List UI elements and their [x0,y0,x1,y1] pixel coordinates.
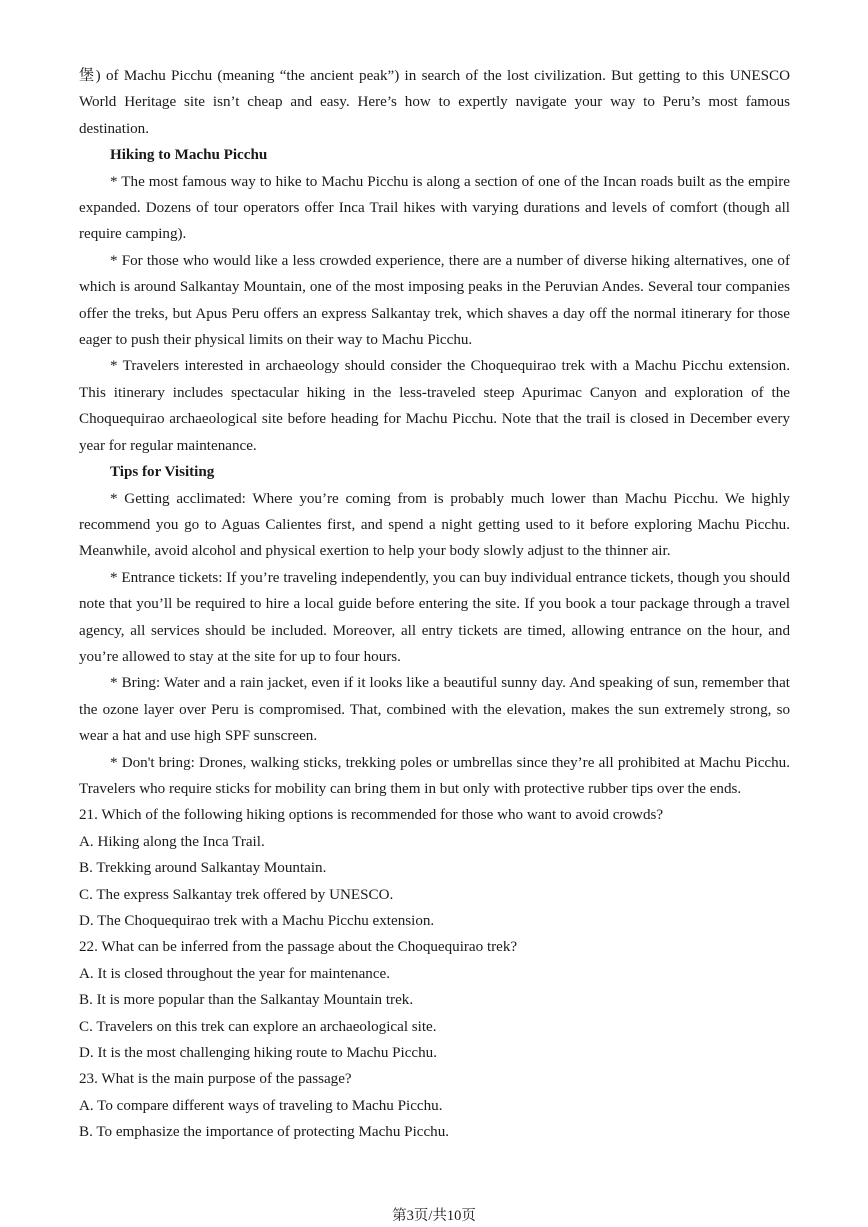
answer-option: B. To emphasize the importance of protecting Machu Picchu. [79,1124,450,1141]
section-heading-tips: Tips for Visiting [110,464,215,481]
document-page [79,63,790,1146]
answer-option: C. Travelers on this trek can explore an archaeological site. [79,1018,437,1035]
answer-option: B. It is more popular than the Salkantay Mountain trek. [79,992,414,1009]
answer-option: B. Trekking around Salkantay Mountain. [79,860,327,877]
answer-option: A. To compare different ways of traveling to Machu Picchu. [79,1097,443,1114]
tip-item-dont-bring: * Don't bring: Drones, walking sticks, trekking poles or umbrellas since they’re all prohibited at Machu Picchu. Travelers who require sticks for mobility can bring them in but only with protective rubber tips over the ends. [79,754,790,797]
answer-option: A. Hiking along the Inca Trail. [79,833,265,850]
question-stem: 21. Which of the following hiking options is recommended for those who want to avoid crowds? [79,807,664,824]
answer-option: D. It is the most challenging hiking route to Machu Picchu. [79,1045,437,1062]
tip-item-bring: * Bring: Water and a rain jacket, even if it looks like a beautiful sunny day. And speaking of sun, remember that the ozone layer over Peru is compromised. That, combined with the elevation, makes the sun extremely strong, so wear a hat and use high SPF sunscreen. [79,675,790,745]
tip-item-entrance-tickets: * Entrance tickets: If you’re traveling independently, you can buy individual entrance tickets, though you should note that you’ll be required to hire a local guide before entering the site. If you book a tour package through a travel agency, all services should be included. Moreover, all entry tickets are timed, allowing entrance on the hour, and you’re allowed to stay at the site for up to four hours. [79,569,790,665]
question-21 [79,802,790,934]
question-stem: 22. What can be inferred from the passage about the Choquequirao trek? [79,939,518,956]
answer-option: D. The Choquequirao trek with a Machu Picchu extension. [79,913,435,929]
page-number-footer: 第3页/共10页 [392,1208,476,1224]
answer-option: C. The express Salkantay trek offered by UNESCO. [79,886,394,903]
hiking-item-choquequirao: * Travelers interested in archaeology should consider the Choquequirao trek with a Machu Picchu extension. This itinerary includes spectacular hiking in the less-traveled steep Apurimac Canyon and exploration of the Choquequirao archaeological site before heading for Machu Picchu. Note that the trail is closed in December every year for regular maintenance. [79,358,790,454]
answer-option: A. It is closed throughout the year for maintenance. [79,965,390,982]
question-stem: 23. What is the main purpose of the passage? [79,1071,352,1088]
tip-item-acclimated: * Getting acclimated: Where you’re coming from is probably much lower than Machu Picchu. We highly recommend you go to Aguas Calientes first, and spend a night getting used to it before exploring Machu Picchu. Meanwhile, avoid alcohol and physical exertion to help your body slowly adjust to the thinner air. [79,490,790,560]
hiking-item-salkantay: * For those who would like a less crowded experience, there are a number of diverse hiking alternatives, one of which is around Salkantay Mountain, one of the most imposing peaks in the Peruvian Andes. Several tour companies offer the treks, but Apus Peru offers an express Salkantay trek, which shaves a day off the normal itinerary for those eager to push their physical limits on their way to Machu Picchu. [79,252,790,349]
question-23 [79,1066,790,1145]
hiking-item-inca-trail: * The most famous way to hike to Machu Picchu is along a section of one of the Incan roads built as the empire expanded. Dozens of tour operators offer Inca Trail hikes with varying durations and levels of comfort (though all require camping). [79,173,790,243]
question-22 [79,934,790,1066]
section-heading-hiking: Hiking to Machu Picchu [110,147,268,164]
passage-intro: 堡) of Machu Picchu (meaning “the ancient peak”) in search of the lost civilization. But getting to this UNESCO World Heritage site isn’t cheap and easy. Here’s how to expertly navigate your way to Peru’s most famous destination. [79,68,790,137]
